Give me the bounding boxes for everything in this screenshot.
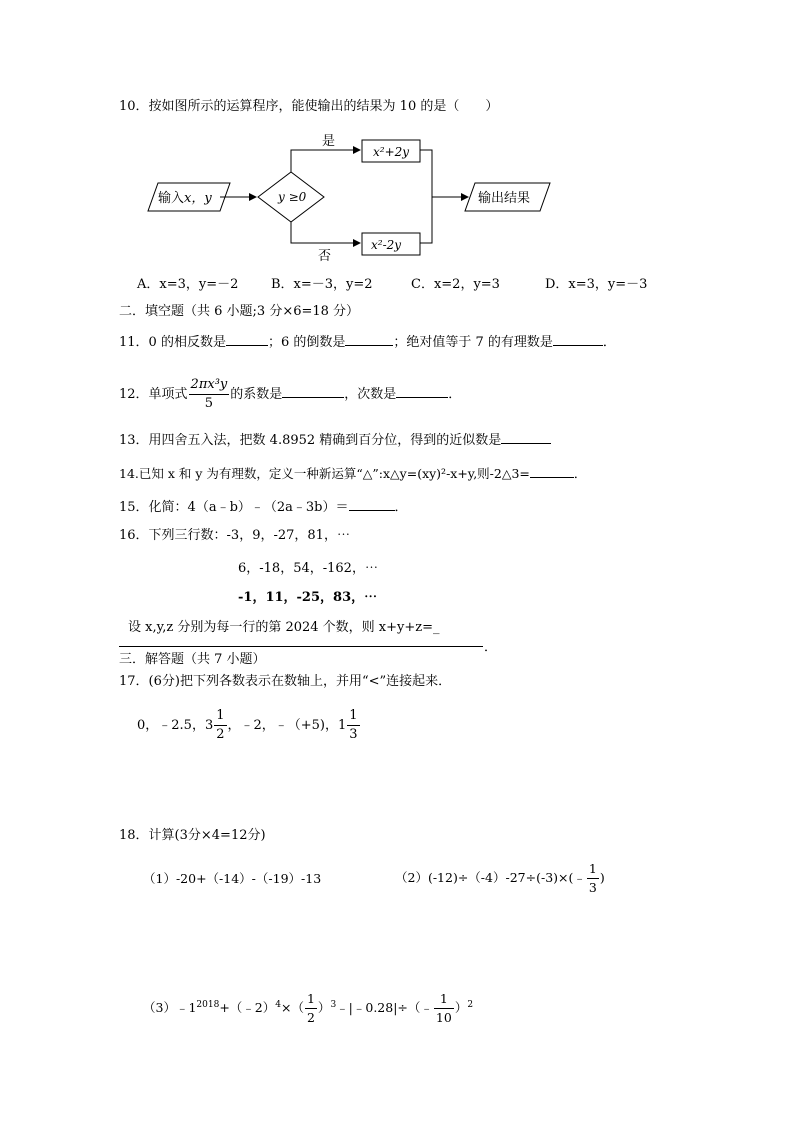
q10-option-a: A．x=3，y=－2: [137, 277, 239, 292]
q16-stem: 16．下列三行数：-3，9，-27，81，⋯: [119, 528, 350, 543]
flow-input-label: 输入x，y: [158, 191, 212, 206]
flow-merge-line: [420, 150, 432, 243]
q18-part3-exp2: 4: [275, 1000, 281, 1010]
flow-yes-label: 是: [322, 134, 336, 149]
flow-output-label: 输出结果: [478, 191, 531, 206]
q12-numerator: 2πx³y: [189, 376, 230, 395]
q17-fraction-2: [347, 707, 359, 744]
q18-part2-fraction: [587, 860, 599, 897]
q18-part3-exp4: 2: [467, 1000, 474, 1010]
flow-yes-expr: x²+2y: [373, 145, 410, 159]
q16-answer-line[interactable]: [119, 646, 483, 647]
q18-part2-text-b: ): [599, 870, 605, 885]
flow-arrow-yes: [291, 150, 360, 172]
q16-row3: -1，11，-25，83，⋯: [238, 590, 378, 605]
q18-part3-text-a: （3）﹣1: [143, 1000, 197, 1016]
q13: [119, 431, 551, 450]
q18-part3-text-c: ×（: [280, 1000, 304, 1016]
q11-blank-2[interactable]: [345, 333, 393, 346]
q14-text: 14.已知 x 和 y 为有理数，定义一种新运算“△”:x△y=(xy)²-x+y,则-2△3=: [119, 466, 530, 481]
q16-tail: 设 x,y,z 分别为每一行的第 2024 个数，则 x+y+z=_: [128, 620, 440, 635]
q16-row2: 6，-18，54，-162，⋯: [238, 561, 378, 576]
q18-stem: 18．计算(3分×4=12分): [119, 828, 266, 843]
q15: [119, 498, 408, 517]
q16-end: ．: [484, 640, 498, 655]
q10-stem: 10．按如图所示的运算程序，能使输出的结果为 10 的是（ ）: [119, 99, 499, 114]
q11-text-3: ；绝对值等于 7 的有理数是: [393, 335, 553, 350]
q15-blank[interactable]: [349, 498, 395, 511]
q18-part3-text-f: ）: [454, 1000, 468, 1016]
q18-part3-text-d: ）: [317, 1000, 331, 1016]
q12-denominator: 5: [204, 396, 214, 411]
q11: [119, 333, 616, 352]
q18-part3-num1: 1: [305, 990, 317, 1009]
q18-part3-den1: 2: [306, 1010, 315, 1026]
flow-no-label: 否: [318, 249, 332, 264]
q18-part3: [143, 985, 473, 1028]
flow-no-expr: x²-2y: [371, 238, 402, 252]
q18-part2: [395, 858, 605, 898]
q18-part2-den: 3: [588, 880, 597, 895]
q11-blank-3[interactable]: [553, 333, 603, 346]
q13-text: 13．用四舍五入法，把数 4.8952 精确到百分位，得到的近似数是: [119, 433, 502, 448]
q10-option-c: C．x=2，y=3: [411, 277, 500, 292]
q18-part3-den2: 10: [435, 1010, 452, 1026]
q12-blank-1[interactable]: [282, 385, 344, 398]
q10-option-d: D．x=3，y=－3: [545, 277, 648, 292]
section2-title: 二．填空题（共 6 小题;3 分×6=18 分）: [119, 304, 360, 319]
q17-stem: 17．(6分)把下列各数表示在数轴上，并用“<”连接起来．: [119, 674, 452, 689]
q14: [119, 465, 586, 483]
q18-part3-fraction-1: [305, 990, 317, 1027]
q18-part3-text-b: +（﹣2）: [219, 1000, 276, 1016]
q17-number-text-1: 0，﹣2.5，3: [137, 718, 214, 733]
q12-text-3: ，次数是: [344, 387, 397, 402]
q14-blank[interactable]: [530, 465, 574, 478]
q17-numbers: [137, 706, 361, 746]
q12-text-4: ．: [448, 387, 462, 402]
q13-blank[interactable]: [501, 431, 551, 444]
q15-end: ．: [394, 500, 408, 515]
q18-part2-text-a: （2）(-12)÷（-4）-27÷(-3)×(﹣: [395, 870, 586, 885]
q18-part3-text-e: ﹣|﹣0.28|÷（﹣: [336, 1000, 433, 1016]
q17-fraction-1: [214, 707, 226, 744]
q18-part3-exp3: 3: [330, 1000, 337, 1010]
q12-text-2: 的系数是: [230, 387, 283, 402]
q17-frac2-den: 3: [349, 727, 358, 742]
q18-part1: （1）-20+（-14）-（-19）-13: [143, 871, 322, 886]
q18-part3-fraction-2: [434, 990, 454, 1027]
q15-text: 15．化简：4（a﹣b）﹣（2a﹣3b）＝: [119, 500, 349, 515]
q12-blank-2[interactable]: [396, 385, 448, 398]
q11-text-4: ．: [602, 335, 616, 350]
q14-end: ．: [573, 466, 587, 481]
q18-part3-num2: 1: [434, 990, 454, 1009]
q12-fraction: [189, 376, 230, 413]
flowchart-diagram: [130, 125, 570, 265]
q18-part3-exp1: 2018: [196, 1000, 220, 1010]
q11-text-2: ；6 的倒数是: [267, 335, 346, 350]
q11-blank-1[interactable]: [226, 333, 268, 346]
q11-text-1: 11．0 的相反数是: [119, 335, 226, 350]
q10-option-b: B．x=－3，y=2: [271, 277, 373, 292]
q12-text-1: 12．单项式: [119, 387, 188, 402]
flow-arrow-no: [291, 222, 360, 243]
q18-part2-num: 1: [587, 860, 599, 879]
q17-number-text-2: ，﹣2，﹣（+5)，1: [227, 718, 347, 733]
q17-frac1-den: 2: [216, 727, 225, 742]
q17-frac2-num: 1: [347, 707, 359, 726]
flow-condition-label: y ≥0: [278, 190, 307, 204]
q12: [119, 375, 461, 415]
q17-frac1-num: 1: [214, 707, 226, 726]
section3-title: 三．解答题（共 7 小题）: [119, 652, 266, 667]
